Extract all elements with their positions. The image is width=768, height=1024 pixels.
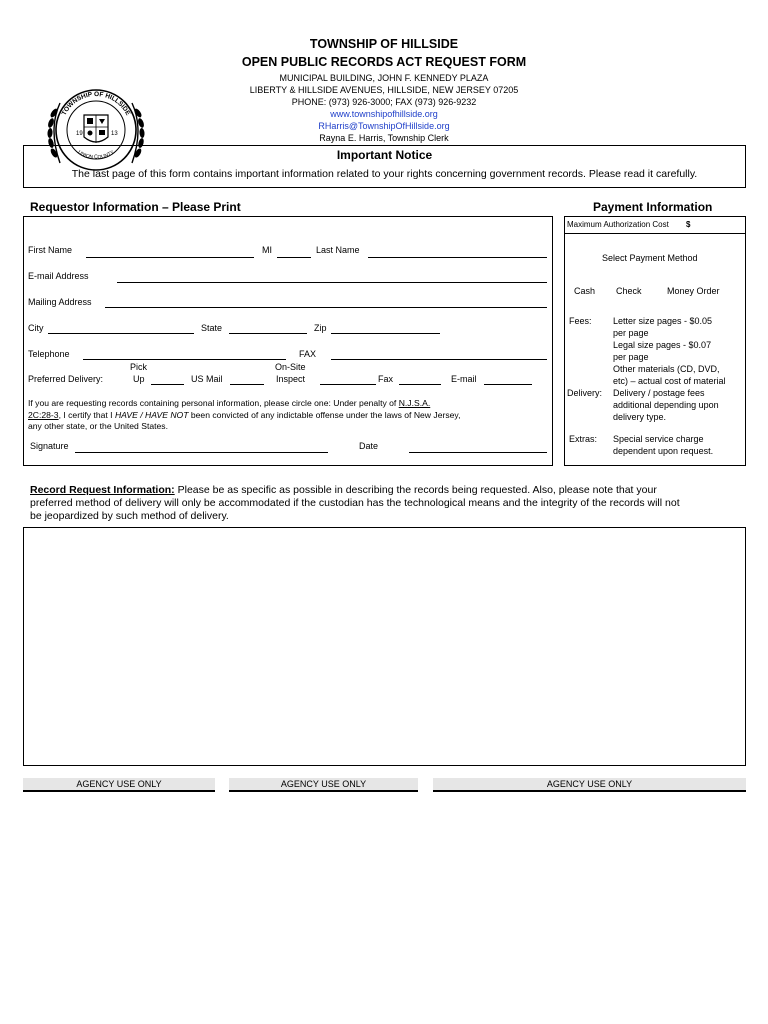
fee-legal: Legal size pages - $0.07: [613, 340, 712, 350]
last-name-field[interactable]: [368, 257, 547, 258]
fee-letter: Letter size pages - $0.05: [613, 316, 713, 326]
mailing-address-field[interactable]: [105, 307, 547, 308]
pick-label: Pick: [130, 362, 148, 372]
fees-label: Fees:: [569, 316, 592, 326]
delivery-label: Delivery:: [567, 388, 603, 398]
usmail-label: US Mail: [191, 374, 223, 384]
email-delivery-field[interactable]: [484, 384, 532, 385]
zip-label: Zip: [314, 323, 327, 333]
clerk-name: Rayna E. Harris, Township Clerk: [319, 133, 449, 143]
have-have-not-option[interactable]: HAVE / HAVE NOT: [114, 409, 189, 420]
money-order-option[interactable]: Money Order: [667, 286, 720, 296]
notice-text: The last page of this form contains important information related to your rights concerning government records. Please read it carefully.: [71, 168, 698, 180]
svg-text:TOWNSHIP OF HILLSIDE: TOWNSHIP OF HILLSIDE: [60, 90, 132, 117]
record-request-label: Record Request Information:: [30, 484, 175, 496]
pickup-field[interactable]: [151, 384, 184, 385]
svg-text:UNION COUNTY: UNION COUNTY: [76, 149, 116, 161]
mi-field[interactable]: [277, 257, 311, 258]
email-label: E-mail Address: [28, 271, 89, 281]
fee-other: Other materials (CD, DVD,: [613, 364, 720, 374]
mailing-address-label: Mailing Address: [28, 297, 92, 307]
fee-other-cost: etc) – actual cost of material: [613, 376, 726, 386]
cash-option[interactable]: Cash: [574, 286, 596, 296]
address-line-2: LIBERTY & HILLSIDE AVENUES, HILLSIDE, NEW JERSEY 07205: [249, 85, 519, 95]
telephone-field[interactable]: [83, 359, 286, 360]
website-link[interactable]: www.townshipofhillside.org: [330, 109, 438, 119]
date-field[interactable]: [409, 452, 547, 453]
requestor-heading: Requestor Information – Please Print: [30, 200, 241, 214]
onsite-label: On-Site: [275, 362, 306, 372]
agency-use-only-3: AGENCY USE ONLY: [433, 778, 746, 792]
onsite-inspect-field[interactable]: [320, 384, 376, 385]
fee-legal-unit: per page: [613, 352, 649, 362]
fax-label: FAX: [299, 349, 317, 359]
email-field[interactable]: [117, 282, 547, 283]
delivery-fee-2: additional depending upon: [613, 400, 719, 410]
extras-1: Special service charge: [613, 434, 704, 444]
first-name-label: First Name: [28, 245, 73, 255]
fax-delivery-label: Fax: [378, 374, 394, 384]
inspect-label: Inspect: [276, 374, 306, 384]
agency-use-only-2: AGENCY USE ONLY: [229, 778, 418, 792]
select-payment-label: Select Payment Method: [602, 253, 698, 263]
certification-text: If you are requesting records containing personal information, please circle one: Under penalty of N.J.S.A. 2C:28-3, I certify that I HAVE / HAVE NOT been convicted of any indictable offense under the laws of New Jersey, any other state, or the United States.: [28, 398, 461, 431]
pickup-label: Up: [133, 374, 145, 384]
state-label: State: [201, 323, 223, 333]
form-title-township: TOWNSHIP OF HILLSIDE: [309, 37, 459, 51]
fee-letter-unit: per page: [613, 328, 649, 338]
fax-field[interactable]: [331, 359, 547, 360]
max-auth-cost-field[interactable]: $: [686, 220, 691, 229]
preferred-delivery-label: Preferred Delivery:: [28, 374, 104, 384]
city-label: City: [28, 323, 44, 333]
extras-label: Extras:: [569, 434, 598, 444]
phone-line: PHONE: (973) 926-3000; FAX (973) 926-9232: [291, 97, 477, 107]
check-option[interactable]: Check: [616, 286, 642, 296]
email-delivery-label: E-mail: [451, 374, 477, 384]
max-cost-divider: [565, 233, 745, 234]
max-auth-cost-label: Maximum Authorization Cost: [567, 220, 669, 229]
delivery-fee-3: delivery type.: [613, 412, 667, 422]
zip-field[interactable]: [331, 333, 440, 334]
state-field[interactable]: [229, 333, 307, 334]
date-label: Date: [359, 441, 379, 451]
notice-title: Important Notice: [336, 148, 433, 162]
mi-label: MI: [262, 245, 272, 255]
city-field[interactable]: [48, 333, 194, 334]
agency-use-only-1: AGENCY USE ONLY: [23, 778, 215, 792]
fax-delivery-field[interactable]: [399, 384, 441, 385]
form-title: OPEN PUBLIC RECORDS ACT REQUEST FORM: [241, 55, 527, 69]
telephone-label: Telephone: [28, 349, 70, 359]
signature-label: Signature: [30, 441, 69, 451]
address-line-1: MUNICIPAL BUILDING, JOHN F. KENNEDY PLAZA: [279, 73, 489, 83]
svg-text:19: 19: [76, 131, 83, 137]
record-request-textarea[interactable]: [23, 527, 746, 766]
last-name-label: Last Name: [316, 245, 360, 255]
signature-field[interactable]: [75, 452, 328, 453]
extras-2: dependent upon request.: [613, 446, 714, 456]
usmail-field[interactable]: [230, 384, 264, 385]
svg-text:13: 13: [111, 131, 118, 137]
first-name-field[interactable]: [86, 257, 254, 258]
email-link[interactable]: RHarris@TownshipOfHillside.org: [318, 121, 450, 131]
record-request-instructions: Record Request Information: Please be as specific as possible in describing the records being requested. Also, please note that your preferred method of delivery will only be accommodated if the custodian has the technological means and the integrity of the records will not be jeopardized by such method of delivery.: [30, 484, 680, 522]
payment-heading: Payment Information: [593, 200, 713, 214]
delivery-fee-1: Delivery / postage fees: [613, 388, 705, 398]
